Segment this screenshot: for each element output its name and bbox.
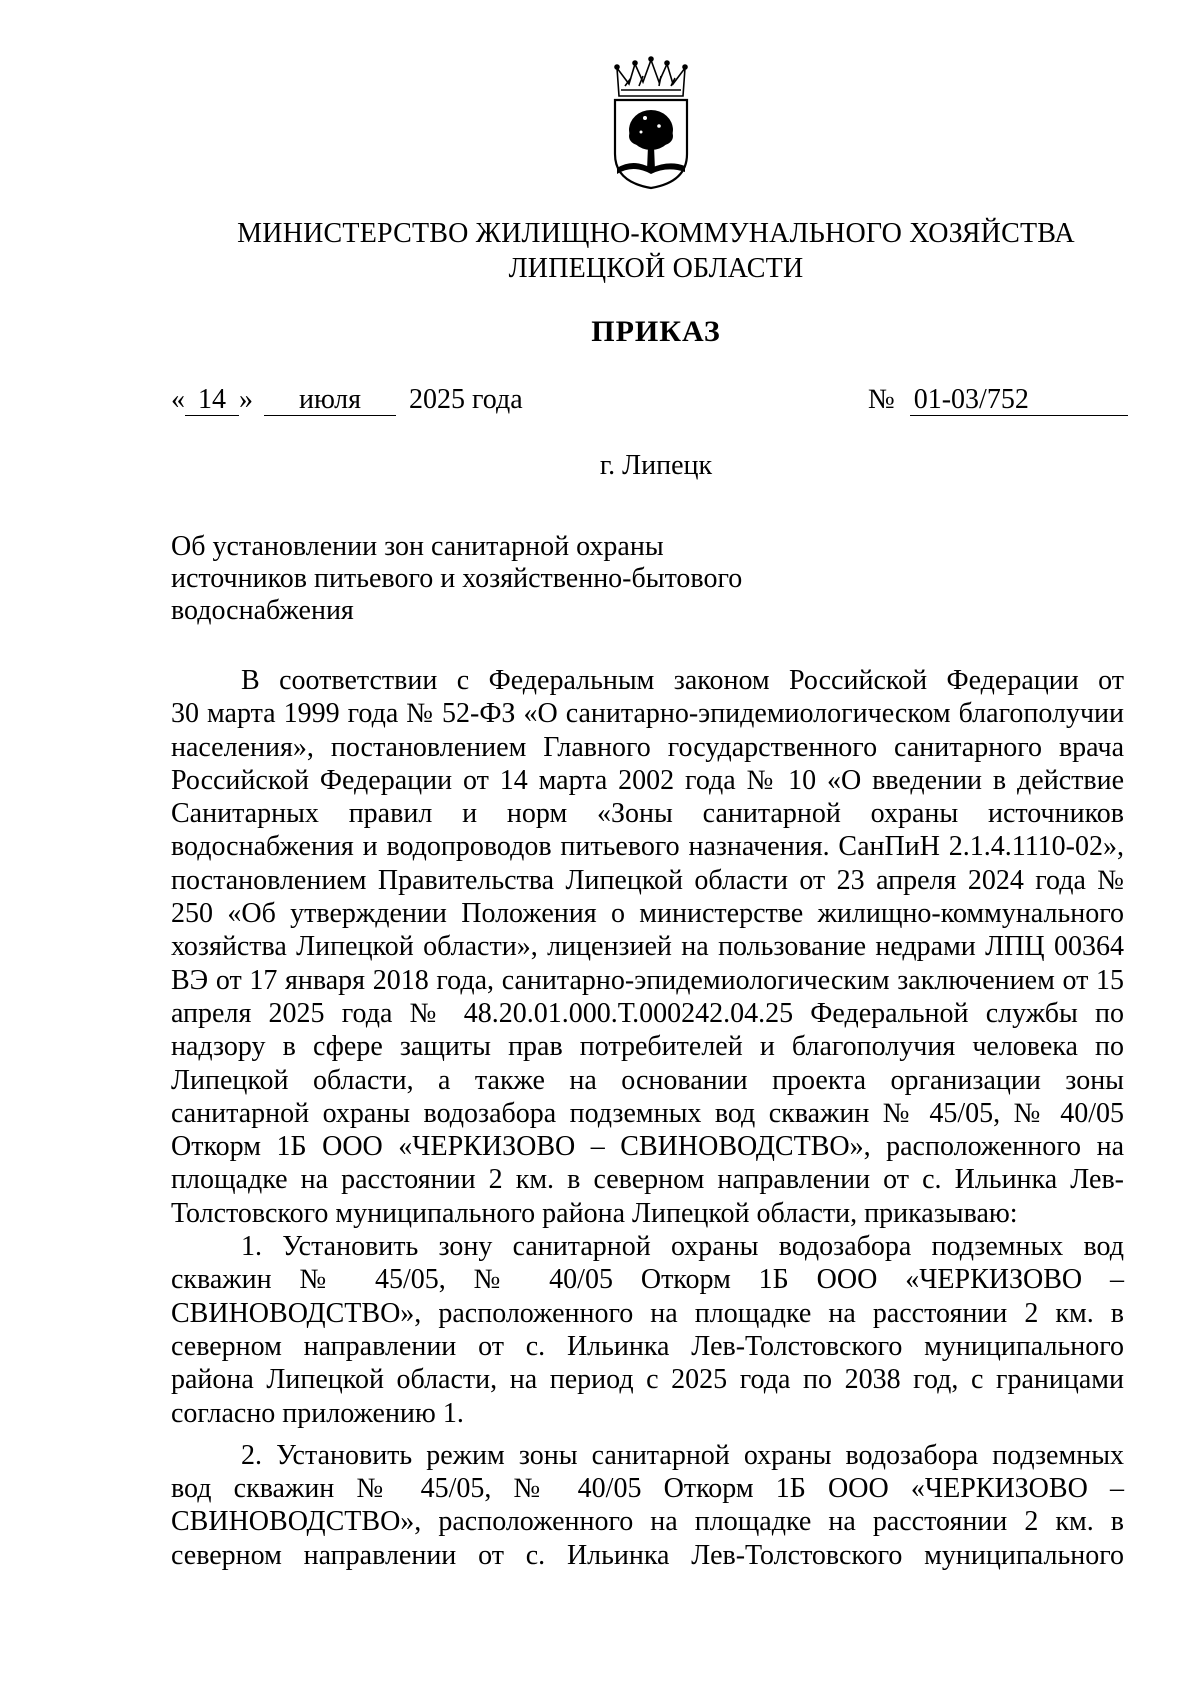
- date-year: 2025 года: [409, 384, 523, 415]
- order-body: [171, 664, 1124, 1572]
- subject-line: Об установлении зон санитарной охраны: [171, 531, 664, 562]
- body-line: скважин № 45/05, № 40/05 Откорм 1Б ООО «ЧЕРКИЗОВО –: [171, 1264, 1124, 1296]
- coat-of-arms-emblem: [611, 56, 691, 191]
- body-line: 2. Установить режим зоны санитарной охраны водозабора подземных: [241, 1439, 1124, 1471]
- body-line: 250 «Об утверждении Положения о министерстве жилищно-коммунального: [171, 898, 1124, 930]
- body-line: санитарной охраны водозабора подземных вод скважин № 45/05, № 40/05: [171, 1097, 1124, 1129]
- body-line: Санитарных правил и норм «Зоны санитарной охраны источников: [171, 798, 1124, 830]
- ministry-name-line2: ЛИПЕЦКОЙ ОБЛАСТИ: [508, 253, 804, 284]
- body-line: апреля 2025 года № 48.20.01.000.Т.000242.04.25 Федеральной службы по: [171, 997, 1124, 1029]
- body-line: хозяйства Липецкой области», лицензией на пользование недрами ЛПЦ 00364: [171, 931, 1124, 963]
- order-date: [171, 383, 523, 417]
- number-sign: №: [868, 384, 895, 415]
- body-line: населения», постановлением Главного государственного санитарного врача: [171, 731, 1124, 763]
- body-line: постановлением Правительства Липецкой области от 23 апреля 2024 года №: [171, 864, 1124, 896]
- body-line: Толстовского муниципального района Липецкой области, приказываю:: [171, 1197, 1018, 1229]
- subject-line: источников питьевого и хозяйственно-бытового: [171, 563, 743, 594]
- body-line: площадке на расстоянии 2 км. в северном направлении от с. Ильинка Лев-: [171, 1164, 1124, 1196]
- document-type-title: ПРИКАЗ: [591, 315, 721, 348]
- body-line: вод скважин № 45/05, № 40/05 Откорм 1Б ООО «ЧЕРКИЗОВО –: [171, 1473, 1124, 1505]
- number-value: 01-03/752: [910, 385, 1128, 416]
- body-line: ВЭ от 17 января 2018 года, санитарно-эпидемиологическим заключением от 15: [171, 964, 1124, 996]
- body-line: В соответствии с Федеральным законом Российской Федерации от: [241, 665, 1124, 696]
- date-month: июля: [264, 385, 396, 416]
- ministry-name-line1: МИНИСТЕРСТВО ЖИЛИЩНО-КОММУНАЛЬНОГО ХОЗЯЙСТВА: [237, 218, 1075, 249]
- body-line: района Липецкой области, на период с 2025 года по 2038 год, с границами: [171, 1364, 1124, 1396]
- order-subject: [171, 531, 742, 627]
- body-line: Российской Федерации от 14 марта 2002 года № 10 «О введении в действие: [171, 764, 1124, 796]
- date-open-quote: «: [171, 384, 185, 415]
- body-line: СВИНОВОДСТВО», расположенного на площадке на расстоянии 2 км. в: [171, 1506, 1124, 1538]
- date-close-quote: »: [239, 384, 253, 415]
- body-line: северном направлении от с. Ильинка Лев-Толстовского муниципального: [171, 1330, 1124, 1362]
- body-line: северном направлении от с. Ильинка Лев-Толстовского муниципального: [171, 1539, 1124, 1571]
- body-line: согласно приложению 1.: [171, 1397, 464, 1429]
- body-line: Откорм 1Б ООО «ЧЕРКИЗОВО – СВИНОВОДСТВО», расположенного на: [171, 1131, 1124, 1163]
- body-line: водоснабжения и водопроводов питьевого назначения. СанПиН 2.1.4.1110-02»,: [171, 831, 1124, 863]
- body-line: СВИНОВОДСТВО», расположенного на площадке на расстоянии 2 км. в: [171, 1297, 1124, 1329]
- body-line: Липецкой области, а также на основании проекта организации зоны: [171, 1064, 1124, 1096]
- place-of-issue: г. Липецк: [599, 450, 713, 481]
- subject-line: водоснабжения: [171, 595, 354, 626]
- body-line: 30 марта 1999 года № 52-ФЗ «О санитарно-эпидемиологическом благополучии: [171, 698, 1124, 730]
- order-number: [868, 383, 1128, 417]
- body-line: надзору в сфере защиты прав потребителей и благополучия человека по: [171, 1031, 1124, 1063]
- date-day: 14: [185, 385, 239, 416]
- body-line: 1. Установить зону санитарной охраны водозабора подземных вод: [241, 1231, 1124, 1263]
